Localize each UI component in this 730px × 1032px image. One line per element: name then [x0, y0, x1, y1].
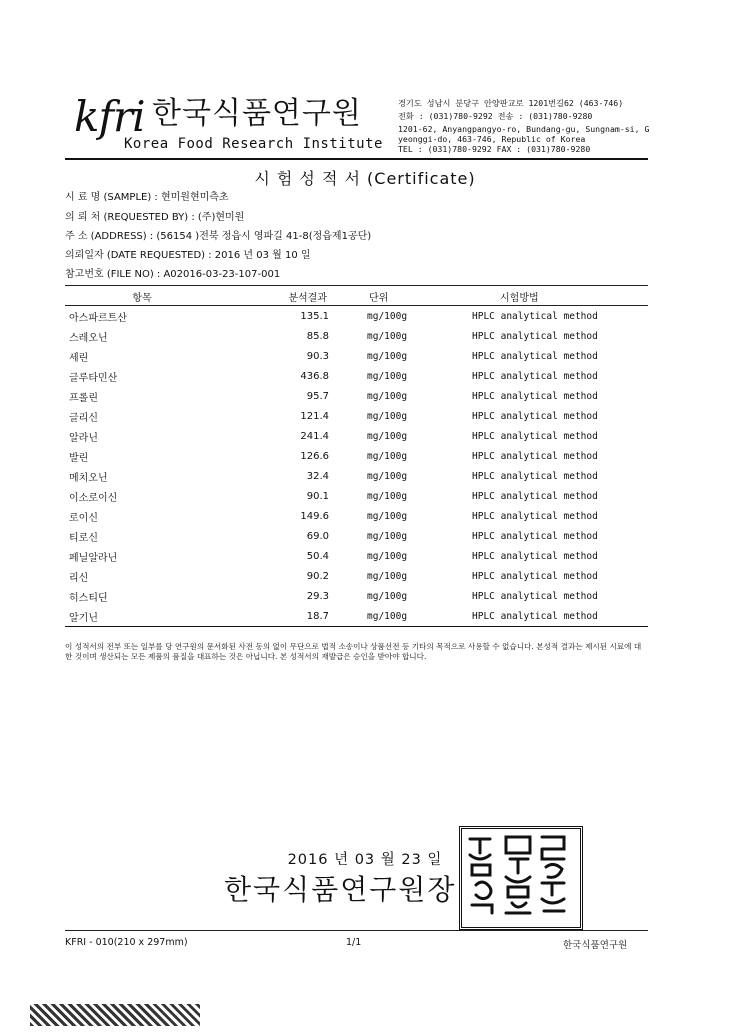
address-line: 경기도 성남시 분당구 안양판교로 1201번길62 (463-746) — [398, 98, 624, 108]
requested-by-field: 의 뢰 처 (REQUESTED BY) : (주)현미원 — [65, 212, 245, 223]
row-result: 50.4 — [306, 550, 329, 562]
row-method: HPLC analytical method — [472, 430, 598, 442]
row-unit: mg/100g — [367, 570, 408, 582]
table-row — [65, 606, 648, 627]
row-item: 이소로이신 — [69, 492, 118, 504]
row-unit: mg/100g — [367, 450, 408, 462]
row-unit: mg/100g — [367, 510, 408, 522]
row-unit: mg/100g — [367, 330, 408, 342]
row-method: HPLC analytical method — [472, 490, 598, 502]
row-result: 29.3 — [306, 590, 329, 602]
table-row — [65, 306, 648, 327]
row-item: 발린 — [69, 452, 89, 464]
row-result: 95.7 — [306, 390, 329, 402]
table-row — [65, 466, 648, 486]
row-item: 글루타민산 — [69, 372, 118, 384]
row-unit: mg/100g — [367, 370, 408, 382]
table-row — [65, 446, 648, 466]
table-row — [65, 346, 648, 366]
row-item: 세린 — [69, 352, 89, 364]
table-row — [65, 386, 648, 406]
row-result: 436.8 — [300, 370, 329, 382]
header-result: 분석결과 — [288, 293, 327, 304]
row-result: 135.1 — [300, 310, 329, 322]
footer-divider — [65, 930, 648, 931]
page-number: 1/1 — [346, 937, 362, 948]
row-unit: mg/100g — [367, 550, 408, 562]
date-requested-field: 의뢰일자 (DATE REQUESTED) : 2016 년 03 월 10 일 — [65, 250, 311, 261]
row-result: 90.2 — [306, 570, 329, 582]
row-item: 리신 — [69, 572, 89, 584]
row-result: 149.6 — [300, 510, 329, 522]
row-method: HPLC analytical method — [472, 610, 598, 622]
address-line: 1201-62, Anyangpangyo-ro, Bundang-gu, Sungnam-si, G — [398, 124, 650, 134]
issue-date: 2016 년 03 월 23 일 — [287, 852, 443, 868]
table-row — [65, 506, 648, 526]
row-item: 메치오닌 — [69, 472, 108, 484]
table-row — [65, 366, 648, 386]
row-method: HPLC analytical method — [472, 350, 598, 362]
row-unit: mg/100g — [367, 590, 408, 602]
row-method: HPLC analytical method — [472, 390, 598, 402]
row-result: 18.7 — [306, 610, 329, 622]
row-result: 241.4 — [300, 430, 329, 442]
row-result: 69.0 — [306, 530, 329, 542]
table-row — [65, 526, 648, 546]
row-method: HPLC analytical method — [472, 370, 598, 382]
org-name-korean: 한국식품연구원 — [152, 96, 362, 131]
row-method: HPLC analytical method — [472, 570, 598, 582]
org-name-english: Korea Food Research Institute — [124, 136, 383, 152]
row-unit: mg/100g — [367, 430, 408, 442]
row-unit: mg/100g — [367, 470, 408, 482]
results-body — [65, 306, 648, 627]
table-row — [65, 426, 648, 446]
table-row — [65, 586, 648, 606]
row-item: 아스파르트산 — [69, 312, 127, 324]
table-row — [65, 486, 648, 506]
official-seal — [459, 826, 583, 930]
table-row — [65, 566, 648, 586]
row-unit: mg/100g — [367, 410, 408, 422]
header-divider — [65, 158, 648, 160]
header-unit: 단위 — [369, 293, 389, 304]
row-unit: mg/100g — [367, 610, 408, 622]
header-item: 항목 — [132, 293, 152, 304]
seal-stamp-icon — [462, 829, 574, 921]
row-method: HPLC analytical method — [472, 530, 598, 542]
form-code: KFRI - 010(210 x 297mm) — [65, 937, 188, 948]
row-unit: mg/100g — [367, 490, 408, 502]
row-result: 85.8 — [306, 330, 329, 342]
row-method: HPLC analytical method — [472, 510, 598, 522]
results-table — [65, 288, 648, 627]
row-unit: mg/100g — [367, 390, 408, 402]
scan-artifact — [30, 1004, 200, 1026]
row-unit: mg/100g — [367, 530, 408, 542]
row-item: 로이신 — [69, 512, 98, 524]
table-row — [65, 406, 648, 426]
row-method: HPLC analytical method — [472, 550, 598, 562]
file-no-field: 참고번호 (FILE NO) : A02016-03-23-107-001 — [65, 269, 281, 280]
issuer-name: 한국식품연구원장 — [224, 873, 457, 906]
address-line: yeonggi-do, 463-746, Republic of Korea — [398, 134, 586, 144]
address-field: 주 소 (ADDRESS) : (56154 )전북 정읍시 영파길 41-8(정읍제1공단) — [65, 231, 372, 242]
row-unit: mg/100g — [367, 310, 408, 322]
row-item: 스레오닌 — [69, 332, 108, 344]
address-line: 전화 : (031)780-9292 전송 : (031)780-9280 — [398, 111, 593, 121]
row-result: 126.6 — [300, 450, 329, 462]
row-method: HPLC analytical method — [472, 410, 598, 422]
sample-field: 시 료 명 (SAMPLE) : 현미원현미측초 — [65, 192, 229, 203]
table-row — [65, 546, 648, 566]
certificate-title: 시 험 성 적 서 (Certificate) — [254, 169, 476, 188]
row-result: 90.1 — [306, 490, 329, 502]
row-method: HPLC analytical method — [472, 310, 598, 322]
table-header-row — [65, 288, 648, 306]
header-method: 시험방법 — [500, 293, 539, 304]
row-method: HPLC analytical method — [472, 470, 598, 482]
row-method: HPLC analytical method — [472, 590, 598, 602]
row-item: 글리신 — [69, 412, 98, 424]
row-result: 90.3 — [306, 350, 329, 362]
kfri-logo: kfri — [74, 92, 145, 141]
row-item: 알기닌 — [69, 612, 98, 624]
table-top-rule — [65, 285, 648, 286]
row-item: 히스티딘 — [69, 592, 108, 604]
row-unit: mg/100g — [367, 350, 408, 362]
row-item: 프롤린 — [69, 392, 98, 404]
disclaimer-note: 이 성적서의 전부 또는 일부를 당 연구원의 문서화된 사전 동의 없이 무단으로 법적 소송이나 상품선전 등 기타의 목적으로 사용할 수 없습니다. 본성적 결과는 제시된 시료에 대한 것이며 생산되는 모든 제품의 품질을 대표하는 것은 아닙니다. 본 성적서의 재발급은 승인을 받아야 합니다. — [65, 642, 642, 661]
footer-org: 한국식품연구원 — [563, 940, 628, 951]
row-item: 알라닌 — [69, 432, 98, 444]
row-item: 페닐알라닌 — [69, 552, 118, 564]
address-line: TEL : (031)780-9292 FAX : (031)780-9280 — [398, 144, 591, 154]
row-item: 티로신 — [69, 532, 98, 544]
row-result: 121.4 — [300, 410, 329, 422]
row-result: 32.4 — [306, 470, 329, 482]
table-row — [65, 326, 648, 346]
row-method: HPLC analytical method — [472, 450, 598, 462]
row-method: HPLC analytical method — [472, 330, 598, 342]
